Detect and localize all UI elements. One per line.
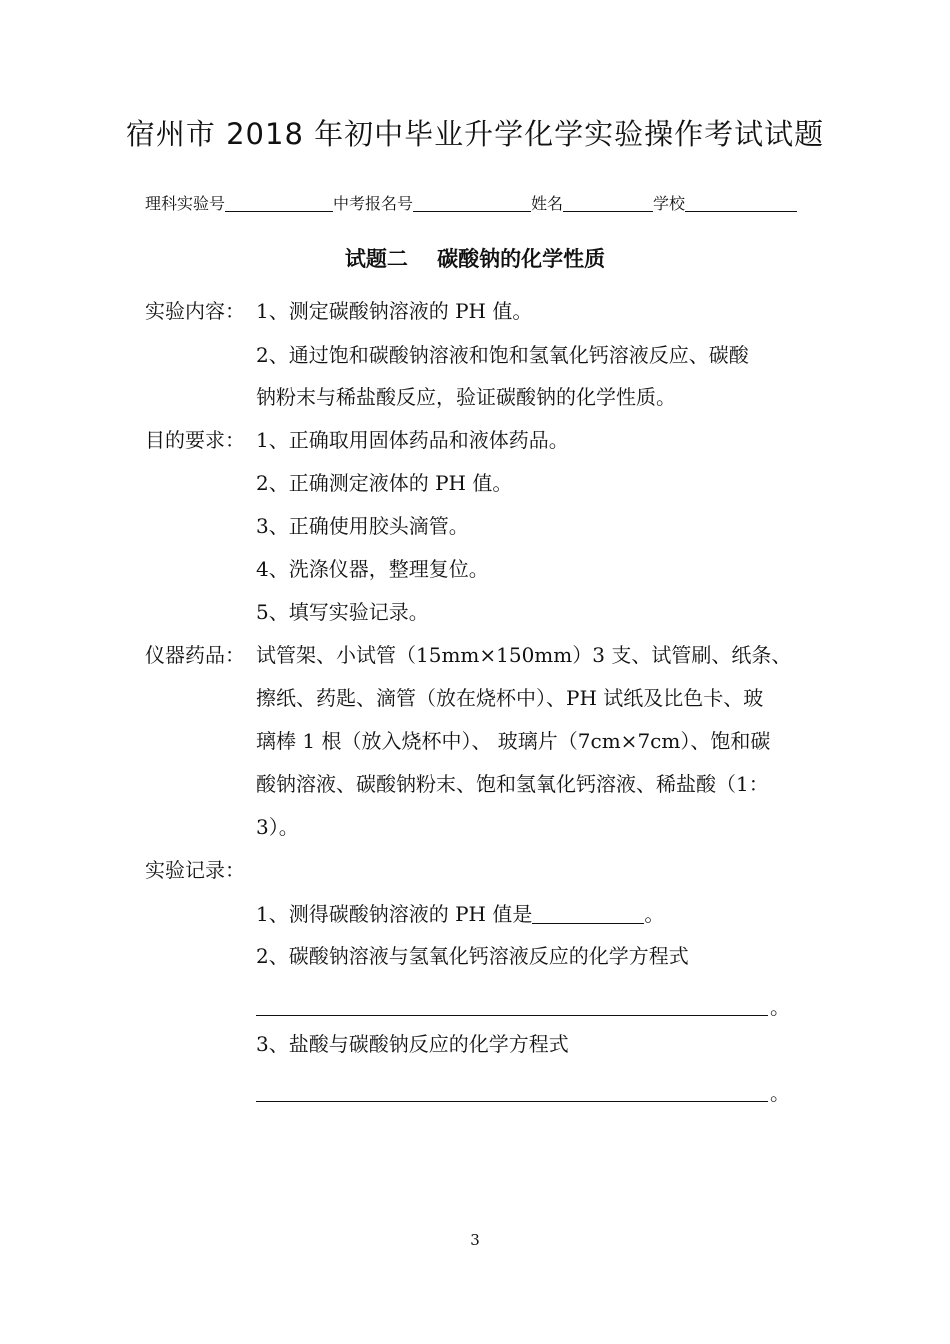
record-label: 实验记录： (145, 858, 245, 882)
requirement-item: 1、正确取用固体药品和液体药品。 (256, 428, 569, 452)
content-line: 1、测定碳酸钠溶液的 PH 值。 (256, 299, 533, 323)
lab-no-label: 理科实验号 (145, 194, 226, 213)
requirement-item: 3、正确使用胶头滴管。 (256, 514, 469, 538)
requirements-label: 目的要求： (145, 428, 245, 452)
equation-1-period: 。 (770, 995, 790, 1019)
record-item-1 (256, 901, 664, 926)
equation-2-field[interactable] (256, 1101, 768, 1102)
equipment-line: 璃棒 1 根（放入烧杯中）、 玻璃片（7cm×7cm）、饱和碳 (256, 729, 771, 753)
record-item-1-text: 1、测得碳酸钠溶液的 PH 值是 (256, 902, 533, 926)
record-item-3: 3、盐酸与碳酸钠反应的化学方程式 (256, 1032, 569, 1056)
page-title: 宿州市 2018 年初中毕业升学化学实验操作考试试题 (125, 117, 825, 151)
record-item-2: 2、碳酸钠溶液与氢氧化钙溶液反应的化学方程式 (256, 944, 689, 968)
requirement-item: 4、洗涤仪器，整理复位。 (256, 557, 489, 581)
equipment-line: 试管架、小试管（15mm×150mm）3 支、试管刷、纸条、 (256, 643, 792, 667)
equation-1-field[interactable] (256, 1015, 768, 1016)
lab-no-field[interactable] (225, 193, 333, 212)
ph-value-field[interactable] (532, 901, 644, 924)
page-number: 3 (470, 1231, 480, 1249)
student-info-row (145, 191, 797, 214)
school-label: 学校 (653, 194, 686, 213)
requirement-item: 5、填写实验记录。 (256, 600, 429, 624)
name-field[interactable] (563, 193, 653, 212)
requirement-item: 2、正确测定液体的 PH 值。 (256, 471, 513, 495)
content-line: 2、通过饱和碳酸钠溶液和饱和氢氧化钙溶液反应、碳酸 (256, 343, 749, 367)
equipment-line: 酸钠溶液、碳酸钠粉末、饱和氢氧化钙溶液、稀盐酸（1： (256, 772, 769, 796)
content-label: 实验内容： (145, 299, 245, 323)
content-line: 钠粉末与稀盐酸反应，验证碳酸钠的化学性质。 (256, 385, 676, 409)
exam-no-field[interactable] (413, 193, 531, 212)
record-item-1-end: 。 (644, 902, 665, 926)
equipment-label: 仪器药品： (145, 643, 245, 667)
school-field[interactable] (685, 193, 797, 212)
question-subtitle: 试题二 碳酸钠的化学性质 (344, 247, 606, 271)
name-label: 姓名 (531, 194, 564, 213)
equation-2-period: 。 (770, 1081, 790, 1105)
exam-no-label: 中考报名号 (333, 194, 414, 213)
equipment-line: 3）。 (256, 815, 299, 839)
equipment-line: 擦纸、药匙、滴管（放在烧杯中）、PH 试纸及比色卡、玻 (256, 686, 764, 710)
